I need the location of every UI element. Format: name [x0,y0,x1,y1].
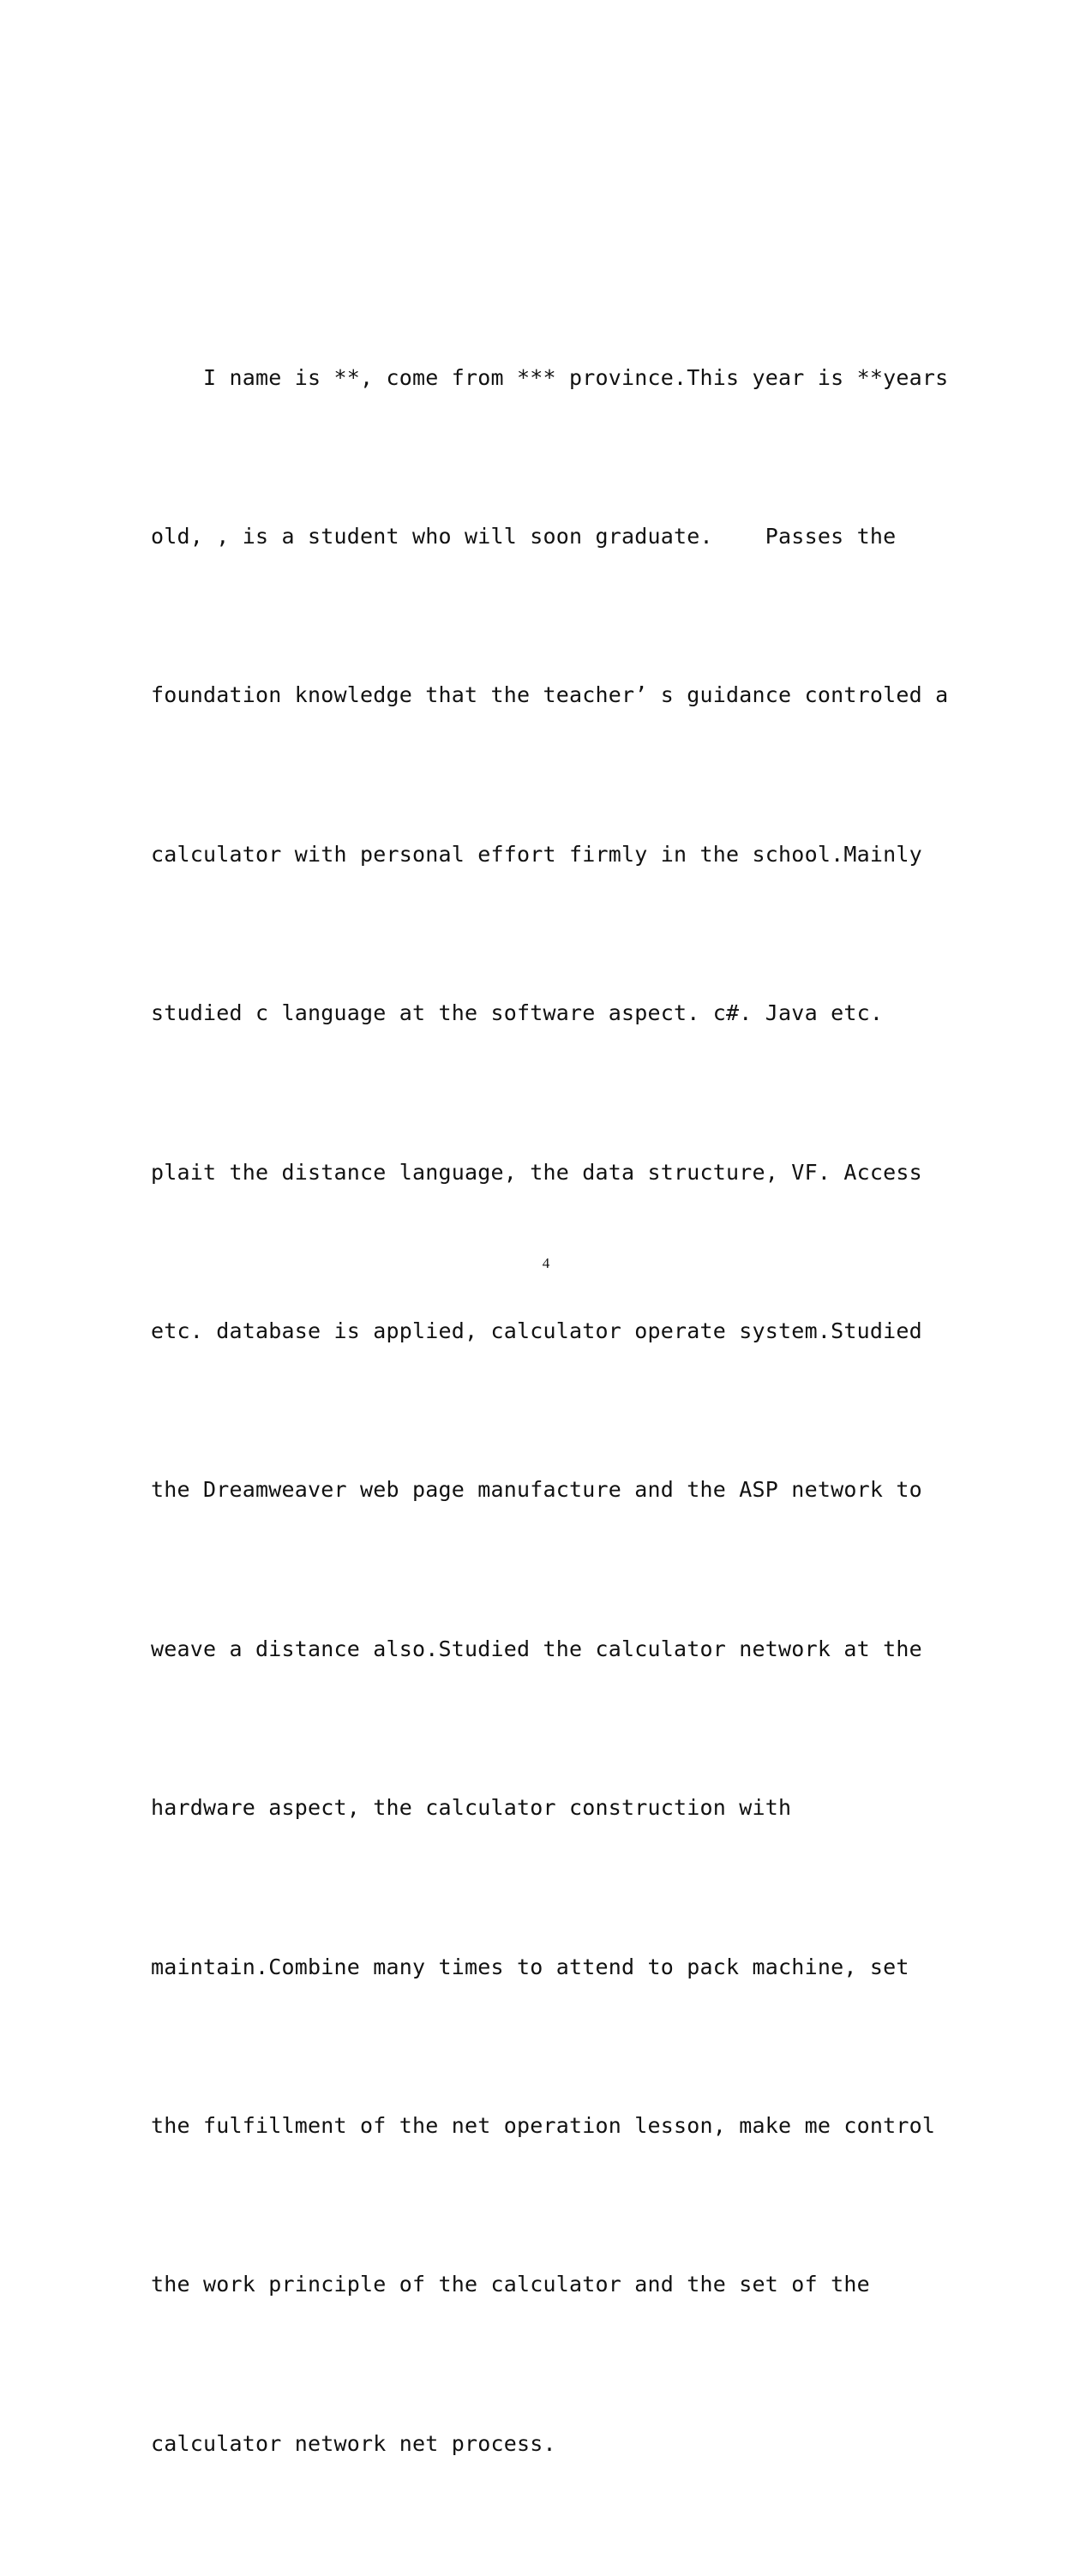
text-line: hardware aspect, the calculator construction with [151,1795,792,1821]
text-line: plait the distance language, the data structure, VF. Access [151,1159,922,1185]
text-line: old, , is a student who will soon graduate. Passes the [151,523,897,549]
text-line: studied c language at the software aspect. c#. Java etc. [151,1000,884,1026]
text-line: maintain.Combine many times to attend to pack machine, set [151,1954,909,1979]
body-paragraph [151,245,949,2576]
text-line: calculator with personal effort firmly in the school.Mainly [151,841,922,867]
text-line: the Dreamweaver web page manufacture and the ASP network to [151,1477,922,1503]
text-line: I name is **, come from *** province.This year is **years [151,364,949,390]
page-number: 4 [542,1255,550,1271]
text-line: the work principle of the calculator and the set of the [151,2272,870,2297]
text-line: calculator network net process. [151,2430,556,2456]
text-line: foundation knowledge that the teacher’ s guidance controled a [151,682,949,708]
text-line: weave a distance also.Studied the calculator network at the [151,1636,922,1661]
text-line: etc. database is applied, calculator operate system.Studied [151,1318,922,1343]
text-line: the fulfillment of the net operation lesson, make me control [151,2112,936,2138]
